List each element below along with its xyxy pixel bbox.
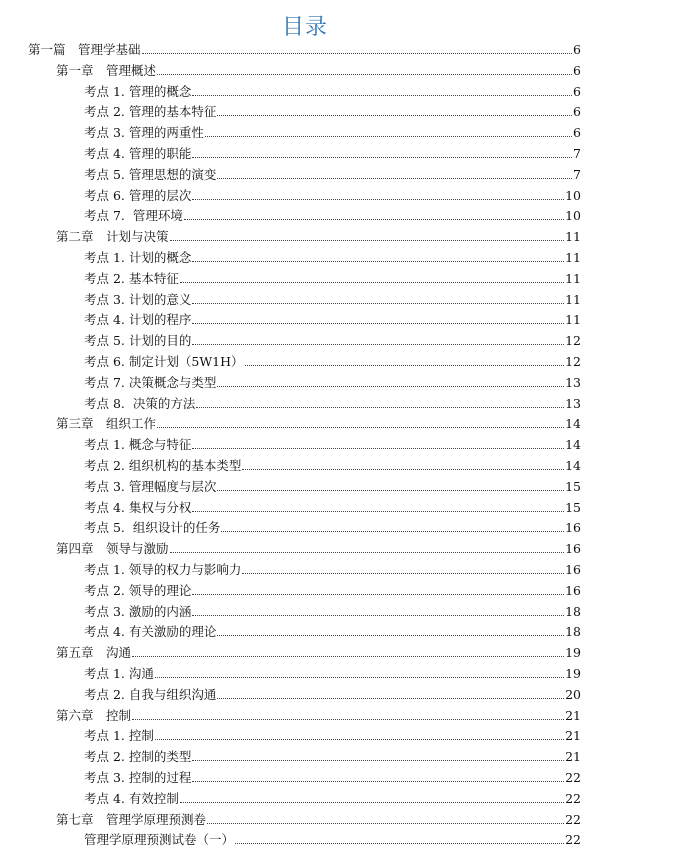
toc-entry-page-number: 21	[565, 707, 581, 723]
toc-section-entry[interactable]	[84, 183, 581, 204]
dot-leader	[192, 511, 564, 512]
toc-section-entry[interactable]	[84, 141, 581, 162]
dot-leader	[192, 344, 564, 345]
toc-entry-label: 考点 1. 概念与特征	[84, 437, 192, 453]
toc-section-entry[interactable]	[84, 162, 581, 183]
dot-leader	[157, 74, 572, 75]
toc-entry-page-number: 7	[573, 166, 581, 182]
toc-entry-page-number: 22	[565, 832, 581, 848]
toc-entry-label: 考点 1. 管理的概念	[84, 83, 192, 99]
toc-entry-label: 考点 1. 计划的概念	[84, 250, 192, 265]
toc-entry-label: 考点 3. 管理的两重性	[84, 125, 204, 141]
toc-entry-label: 考点 3. 管理幅度与层次	[84, 478, 217, 494]
dot-leader	[217, 490, 564, 491]
toc-entry-label: 考点 4. 有效控制	[84, 790, 179, 806]
toc-section-entry[interactable]	[84, 266, 581, 287]
toc-chapter-entry[interactable]	[56, 58, 581, 79]
dot-leader	[217, 115, 572, 116]
dot-leader	[192, 303, 564, 304]
dot-leader	[180, 282, 564, 283]
toc-entry-page-number: 16	[565, 541, 581, 557]
dot-leader	[155, 677, 564, 678]
toc-section-entry[interactable]	[84, 661, 581, 682]
toc-section-entry[interactable]	[84, 453, 581, 474]
toc-entry-label: 考点 5. 管理思想的演变	[84, 166, 217, 182]
toc-entry-label: 第四章 领导与激励	[56, 541, 169, 557]
toc-entry-label: 第一章 管理概述	[56, 62, 157, 78]
toc-entry-page-number: 18	[565, 603, 581, 619]
dot-leader	[157, 427, 564, 428]
toc-section-entry[interactable]	[84, 328, 581, 349]
toc-entry-label: 管理学原理预测试卷（一）	[84, 832, 235, 848]
dot-leader	[205, 136, 572, 137]
toc-entry-label: 考点 6. 管理的层次	[84, 187, 192, 203]
toc-entry-page-number: 10	[565, 208, 581, 224]
toc-entry-page-number: 11	[565, 229, 581, 245]
toc-entry-page-number: 18	[565, 624, 581, 640]
toc-entry-page-number: 11	[565, 250, 581, 265]
dot-leader	[192, 323, 564, 324]
dot-leader	[192, 448, 564, 449]
toc-entry-page-number: 22	[565, 790, 581, 806]
toc-chapter-entry[interactable]	[56, 224, 581, 245]
toc-entry-page-number: 7	[573, 146, 581, 161]
toc-entry-page-number: 22	[565, 811, 581, 827]
toc-entry-page-number: 13	[565, 374, 581, 390]
toc-section-entry[interactable]	[84, 827, 581, 848]
toc-title: 目录	[281, 15, 328, 40]
toc-entry-label: 考点 8. 决策的方法	[84, 395, 196, 411]
dot-leader	[245, 365, 565, 366]
toc-chapter-entry[interactable]	[56, 640, 581, 661]
toc-entry-page-number: 11	[565, 270, 581, 286]
toc-entry-label: 考点 2. 基本特征	[84, 270, 179, 286]
toc-section-entry[interactable]	[84, 370, 581, 391]
toc-entry-label: 考点 4. 集权与分权	[84, 499, 192, 515]
toc-chapter-entry[interactable]	[56, 411, 581, 432]
toc-entry-page-number: 6	[573, 62, 581, 78]
toc-entry-page-number: 16	[565, 562, 581, 577]
toc-section-entry[interactable]	[84, 245, 581, 266]
toc-section-entry[interactable]	[84, 619, 581, 640]
dot-leader	[192, 199, 564, 200]
dot-leader	[184, 219, 564, 220]
toc-entry-label: 考点 5. 计划的目的	[84, 333, 192, 349]
dot-leader	[192, 157, 572, 158]
dot-leader	[192, 781, 564, 782]
toc-entry-label: 考点 2. 组织机构的基本类型	[84, 458, 242, 473]
toc-section-entry[interactable]	[84, 307, 581, 328]
toc-entry-page-number: 14	[565, 416, 581, 432]
toc-chapter-entry[interactable]	[56, 536, 581, 557]
toc-entry-label: 第三章 组织工作	[56, 416, 157, 432]
toc-entry-page-number: 11	[565, 291, 581, 307]
toc-section-entry[interactable]	[84, 432, 581, 453]
toc-entry-label: 考点 1. 控制	[84, 728, 154, 744]
toc-section-entry[interactable]	[84, 79, 581, 100]
toc-entry-label: 第一篇 管理学基础	[28, 42, 141, 57]
toc-part-entry[interactable]	[28, 37, 581, 58]
toc-section-entry[interactable]	[84, 723, 581, 744]
toc-entry-page-number: 12	[565, 333, 581, 349]
toc-section-entry[interactable]	[84, 203, 581, 224]
toc-entry-label: 考点 4. 有关激励的理论	[84, 624, 217, 640]
toc-section-entry[interactable]	[84, 599, 581, 620]
dot-leader	[192, 261, 564, 262]
toc-section-entry[interactable]	[84, 391, 581, 412]
toc-entry-label: 考点 2. 领导的理论	[84, 582, 192, 598]
dot-leader	[192, 760, 564, 761]
toc-section-entry[interactable]	[84, 786, 581, 807]
dot-leader	[235, 843, 564, 844]
dot-leader	[132, 656, 564, 657]
toc-entry-label: 考点 3. 计划的意义	[84, 291, 192, 307]
dot-leader	[242, 573, 564, 574]
dot-leader	[170, 552, 565, 553]
toc-entry-label: 考点 2. 管理的基本特征	[84, 104, 217, 120]
toc-entry-page-number: 6	[573, 104, 581, 120]
toc-section-entry[interactable]	[84, 120, 581, 141]
toc-entry-label: 考点 7. 决策概念与类型	[84, 374, 217, 390]
toc-entry-label: 考点 4. 管理的职能	[84, 146, 192, 161]
toc-entry-label: 考点 4. 计划的程序	[84, 312, 192, 328]
toc-entry-label: 考点 6. 制定计划（5W1H）	[84, 354, 244, 369]
toc-entry-page-number: 21	[565, 749, 581, 765]
toc-section-entry[interactable]	[84, 744, 581, 765]
dot-leader	[207, 823, 564, 824]
toc-entry-page-number: 6	[573, 83, 581, 99]
toc-entry-page-number: 16	[565, 520, 581, 536]
dot-leader	[170, 240, 565, 241]
dot-leader	[180, 802, 564, 803]
dot-leader	[196, 407, 564, 408]
dot-leader	[192, 95, 572, 96]
toc-entry-page-number: 6	[573, 125, 581, 141]
toc-section-entry[interactable]	[84, 99, 581, 120]
toc-entry-page-number: 14	[565, 458, 581, 473]
toc-entry-label: 第二章 计划与决策	[56, 229, 169, 245]
dot-leader	[155, 739, 564, 740]
dot-leader	[217, 178, 572, 179]
dot-leader	[242, 469, 564, 470]
toc-entry-label: 第七章 管理学原理预测卷	[56, 811, 207, 827]
toc-section-entry[interactable]	[84, 474, 581, 495]
toc-entry-page-number: 15	[565, 478, 581, 494]
toc-entry-label: 考点 1. 领导的权力与影响力	[84, 562, 242, 577]
toc-entry-page-number: 13	[565, 395, 581, 411]
toc-entry-page-number: 22	[565, 770, 581, 785]
toc-entry-page-number: 15	[565, 499, 581, 515]
dot-leader	[142, 53, 573, 54]
toc-section-entry[interactable]	[84, 515, 581, 536]
toc-chapter-entry[interactable]	[56, 703, 581, 724]
toc-entry-page-number: 14	[565, 437, 581, 453]
toc-section-entry[interactable]	[84, 495, 581, 516]
toc-entry-label: 考点 7. 管理环境	[84, 208, 183, 224]
dot-leader	[192, 615, 564, 616]
toc-section-entry[interactable]	[84, 349, 581, 370]
dot-leader	[217, 635, 564, 636]
toc-entry-page-number: 11	[565, 312, 581, 328]
dot-leader	[217, 698, 564, 699]
toc-chapter-entry[interactable]	[56, 807, 581, 828]
dot-leader	[132, 719, 564, 720]
toc-section-entry[interactable]	[84, 682, 581, 703]
toc-entry-label: 考点 1. 沟通	[84, 666, 154, 681]
toc-entry-page-number: 6	[573, 42, 581, 57]
toc-section-entry[interactable]	[84, 578, 581, 599]
dot-leader	[221, 531, 564, 532]
dot-leader	[192, 594, 564, 595]
toc-entry-page-number: 20	[565, 686, 581, 702]
toc-entry-label: 考点 5. 组织设计的任务	[84, 520, 221, 536]
toc-section-entry[interactable]	[84, 287, 581, 308]
toc-entry-page-number: 19	[565, 666, 581, 681]
toc-section-entry[interactable]	[84, 557, 581, 578]
toc-entry-label: 考点 2. 控制的类型	[84, 749, 192, 765]
toc-entry-label: 第五章 沟通	[56, 645, 132, 661]
toc-entry-page-number: 12	[565, 354, 581, 369]
toc-entry-label: 第六章 控制	[56, 707, 132, 723]
toc-entry-page-number: 19	[565, 645, 581, 661]
toc-entry-label: 考点 3. 控制的过程	[84, 770, 192, 785]
toc-section-entry[interactable]	[84, 765, 581, 786]
toc-entry-page-number: 21	[565, 728, 581, 744]
toc-entry-page-number: 10	[565, 187, 581, 203]
toc-entry-label: 考点 3. 激励的内涵	[84, 603, 192, 619]
toc-entry-page-number: 16	[565, 582, 581, 598]
toc-entry-label: 考点 2. 自我与组织沟通	[84, 686, 217, 702]
dot-leader	[217, 386, 564, 387]
